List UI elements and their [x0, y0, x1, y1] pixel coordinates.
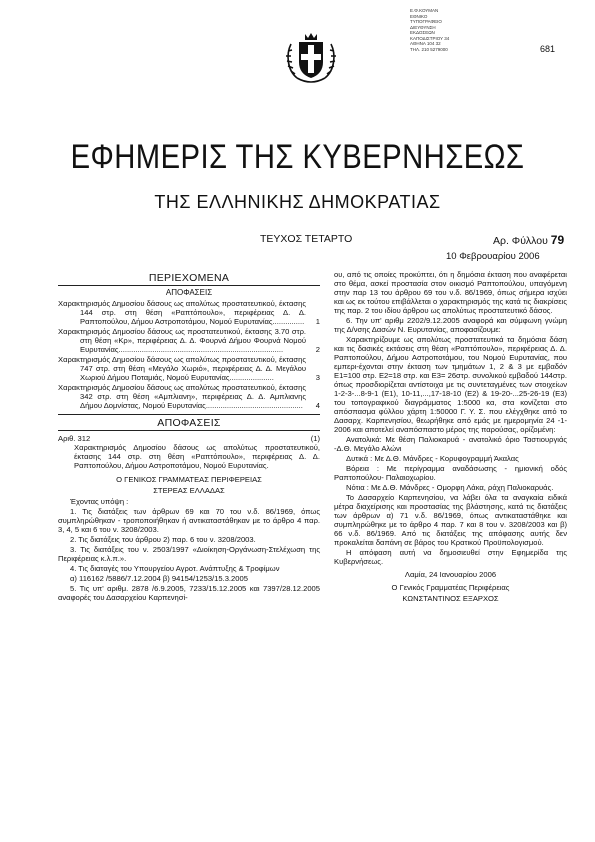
toc-item[interactable] — [58, 355, 320, 382]
gazette-subtitle: ΤΗΣ ΕΛΛΗΝΙΚΗΣ ΔΗΜΟΚΡΑΤΙΑΣ — [154, 192, 441, 212]
considering: Έχοντας υπόψη : — [70, 497, 129, 506]
divider — [58, 430, 320, 431]
gazette-title: ΕΦΗΜΕΡΙΣ ΤΗΣ ΚΥΒΕΡΝΗΣΕΩΣ — [70, 138, 525, 176]
left-column — [58, 270, 320, 603]
publisher-note-line: ΕΚΔΟΣΕΩΝ — [410, 30, 435, 35]
toc-item[interactable] — [58, 299, 320, 326]
publisher-note-line: ΚΑΠΟΔΙΣΤΡΙΟΥ 34 — [410, 35, 450, 41]
paragraph: Η απόφαση αυτή να δημοσιευθεί στην Εφημερίδα της Κυβερνήσεως. — [334, 548, 567, 566]
sheet-number — [493, 233, 564, 247]
paragraph: Το Δασαρχείο Καρπενησίου, να λάβει όλα τα αναγκαία ειδικά μέτρα διαχείρισης και προστασίας της βλάστησης, κατά τις διατάξεις των άρθρων α) 71 ν.δ. 86/1969, όπως αντικαταστάθηκε και συμπληρώθηκε με το άρθρο 4 παρ. 7 και 8 του ν. 3208/2003 και β) 66 ν.δ. 86/1969. Από τις διατάξεις της απόφασης αυτής δεν προκαλείται δαπάνη σε βάρος του Κρατικού Προϋπολογισμού. — [334, 493, 567, 547]
toc-item-text: Χαρακτηρισμός Δημοσίου δάσους ως απολύτως προστατευτικού, έκτασης 747 στρ. στη θέση «Μεγάλο Χωριό», περιφέρειας Δ. Δ. Μεγάλου Χωριού Δήμου Ποταμιάς, Νομού Ευρυτανίας..................... — [58, 355, 306, 382]
paragraph: 4. Τις διαταγές του Υπουργείου Αγροτ. Ανάπτυξης & Τροφίμων — [70, 564, 280, 573]
publisher-note-line: ΑΘΗΝΑ 104 32 — [410, 41, 441, 46]
paragraph: 1. Τις διατάξεις των άρθρων 69 και 70 του ν.δ. 86/1969, όπως συμπληρώθηκαν - τροποποιήθηκαν ή αντικαταστάθηκαν με το άρθρο 4 παρ. 3, 4, 5 και 6 του ν. 3208/2003. — [58, 507, 320, 534]
paragraph: Νότια : Με Δ.Θ. Μάνδρες - Ομορφη Λάκα, ράχη Παλιοκαρυάς. — [346, 483, 554, 492]
paragraph: Χαρακτηρίζουμε ως απολύτως προστατευτικά τα δημόσια δάση και τις δασικές εκτάσεις στη θέση «Ραπτόπουλο», περιφέρειας Δ. Δ. Ραπτοπούλου, Δήμου Αστροποτάμου, του Νομού Ευρυτανίας, που εμπερι-έχονται στην έκταση των τμημάτων 1, 2 & 3 με εμβαδόν Ε1=100 στρ. Ε2=18 στρ. και Ε3= 26στρ. συνολικού εμβαδού 144στρ. όπως προσδιορίζεται αντίστοιχα με τις συντεταγμένες των στοιχείων 1-2-3-...8-9-1 (Ε1), 10-11,...,17-18-10 (Ε2) & 19-20-...25-26-19 (Ε3) του τοπογραφικού διαγράμματος 1:5000 κα, στα κονίζεται στο απόσπασμα φύλλου χάρτη 1:50000 Γ. Υ. Σ. που ελέγχθηκε από το Δασαρχ. Καρπενησίου, θεωρήθηκε από εμάς με ημερομηνία 24 -1-2006 και αποτελεί αναπόσπαστο μέρος της παρούσας, ορίζομένη: — [334, 335, 567, 434]
authority-line-2: ΣΤΕΡΕΑΣ ΕΛΛΑΔΑΣ — [153, 486, 225, 495]
paragraph: 2. Τις διατάξεις του άρθρου 2) παρ. 6 του ν. 3208/2003. — [70, 535, 256, 544]
paragraph: ου, από τις οποίες προκύπτει, ότι η δημόσια έκταση που αναφέρεται στο θέμα, ασκεί προστασία στον οικισμό Ραπτοπούλου, υπαγόμενη στην παρ 13 του άρθρου 69 του ν.δ. 86/1969, όπως σήμερα ισχύει και ως εκ τούτου επιβάλλεται ο χαρακτηρισμός της κατά τις διακρίσεις της παρ. 2 του ιδίου άρθρου ως απολύτως προστατευτικό δάσος. — [334, 270, 567, 315]
publisher-note-line: ΤΥΠΟΓΡΑΦΕΙΟ — [410, 19, 442, 24]
toc-item-page: 4 — [315, 401, 320, 410]
publisher-note-line: ΤΗΛ. 210 5279000 — [410, 46, 448, 52]
publisher-note-line: ΔΙΕΥΘΥΝΣΗ — [410, 24, 436, 30]
toc-item-text: Χαρακτηρισμός Δημοσίου δάσους ως απολύτως προστατευτικού, έκτασης 342 στρ. στη θέση «Αμπλιανη», περιφέρειας Δ. Δ. Αμπλιανης Δήμου Δομνίστας, Νομού Ευρυτανίας.............................................. — [58, 383, 306, 410]
paragraph: α) 116162 /5886/7.12.2004 β) 94154/1253/15.3.2005 — [70, 574, 248, 583]
divider — [58, 285, 320, 286]
publisher-note-line: Ε.Φ.ΚΟΥΜΑΝ — [410, 8, 439, 13]
decision-number-line — [58, 434, 320, 443]
sheet-number-value: 79 — [550, 233, 565, 247]
authority-line-1: Ο ΓΕΝΙΚΟΣ ΓΡΑΜΜΑΤΕΑΣ ΠΕΡΙΦΕΡΕΙΑΣ — [116, 475, 262, 484]
signatory-title: Ο Γενικός Γραμματέας Περιφέρειας — [391, 583, 510, 592]
paragraph: Ανατολικά: Με θέση Παλιοκαρυά - ανατολικό όριο Ταστιουργιάς -Δ.Θ. Μεγάλο Αλώνι — [334, 435, 567, 453]
place-date: Λαμία, 24 Ιανουαρίου 2006 — [404, 570, 497, 579]
contents-heading: ΠΕΡΙΕΧΟΜΕΝΑ — [148, 272, 230, 284]
paragraph: Δυτικά : Με Δ.Θ. Μάνδρες - Κορυφογραμμή Άκαλας — [346, 454, 519, 463]
publisher-note-line: ΕΘΝΙΚΟ — [410, 13, 428, 19]
paragraph: 6. Την υπ' αριθμ 2202/9.12.2005 αναφορά και σύμφωνη γνώμη της Δ/νσης Δασών Ν. Ευρυτανίας, αποφασίζουμε: — [334, 316, 567, 334]
toc-item-text: Χαρακτηρισμός Δημοσίου δάσους ως προστατευτικού, έκτασης 3.70 στρ. στη θέση «Κρ», περιφέρειας Δ. Δ. Φουρνά Δήμου Φουρνά Νομού Ευρυτανίας.............................................................................. — [58, 327, 306, 354]
paragraph: 3. Τις διατάξεις του ν. 2503/1997 «Διοίκηση-Οργάνωση-Στελέχωση της Περιφέρειας κ.λ.π.». — [58, 545, 320, 563]
issue-type: ΤΕΥΧΟΣ ΤΕΤΑΡΤΟ — [260, 233, 353, 245]
toc-item-page: 1 — [315, 317, 320, 326]
decisions-heading: ΑΠΟΦΑΣΕΙΣ — [157, 417, 221, 429]
paragraph: Βόρεια : Με περίγραμμα αναδάσωσης - ημιονική οδός Ραπτοπούλου- Παλαιοχωρίου. — [334, 464, 567, 482]
issue-date: 10 Φεβρουαρίου 2006 — [446, 251, 540, 262]
decision-number: Αριθ. 312 — [58, 434, 91, 443]
toc-item[interactable] — [58, 327, 320, 354]
publisher-note — [410, 8, 520, 52]
toc-item-page: 2 — [315, 345, 320, 354]
paragraph: 5. Τις υπ' αριθμ. 2878 /6.9.2005, 7233/15.12.2005 και 7397/28.12.2005 αναφορές του Δασαρχείου Καρπενησί- — [58, 584, 320, 602]
coat-of-arms-icon — [283, 28, 339, 88]
toc-item-text: Χαρακτηρισμός Δημοσίου δάσους ως απολύτως προστατευτικού, έκτασης 144 στρ. στη θέση «Ραπτόπουλο», περιφέρειας Δ. Δ. Ραπτοπούλου, Δήμου Αστροποτάμου, Νομού Ευρυτανίας............... — [58, 299, 306, 326]
toc-item[interactable] — [58, 383, 320, 410]
divider — [58, 414, 320, 415]
decision-title: Χαρακτηρισμός Δημοσίου δάσους ως απολύτως προστατευτικού, έκτασης 144 στρ. στη θέση «Ραπτόπουλο», περιφέρειας Δ. Δ. Ραπτοπούλου, Δήμου Αστροποτάμου, Νομού Ευρυτανίας. — [74, 443, 320, 470]
right-column — [334, 270, 567, 605]
contents-subheading: ΑΠΟΦΑΣΕΙΣ — [165, 288, 213, 297]
decision-ref: (1) — [310, 434, 320, 443]
sheet-label: Αρ. Φύλλου — [493, 235, 548, 247]
page-number: 681 — [540, 44, 556, 54]
signatory-name: ΚΩΝΣΤΑΝΤΙΝΟΣ ΕΞΑΡΧΟΣ — [402, 594, 499, 603]
toc-item-page: 3 — [315, 373, 320, 382]
